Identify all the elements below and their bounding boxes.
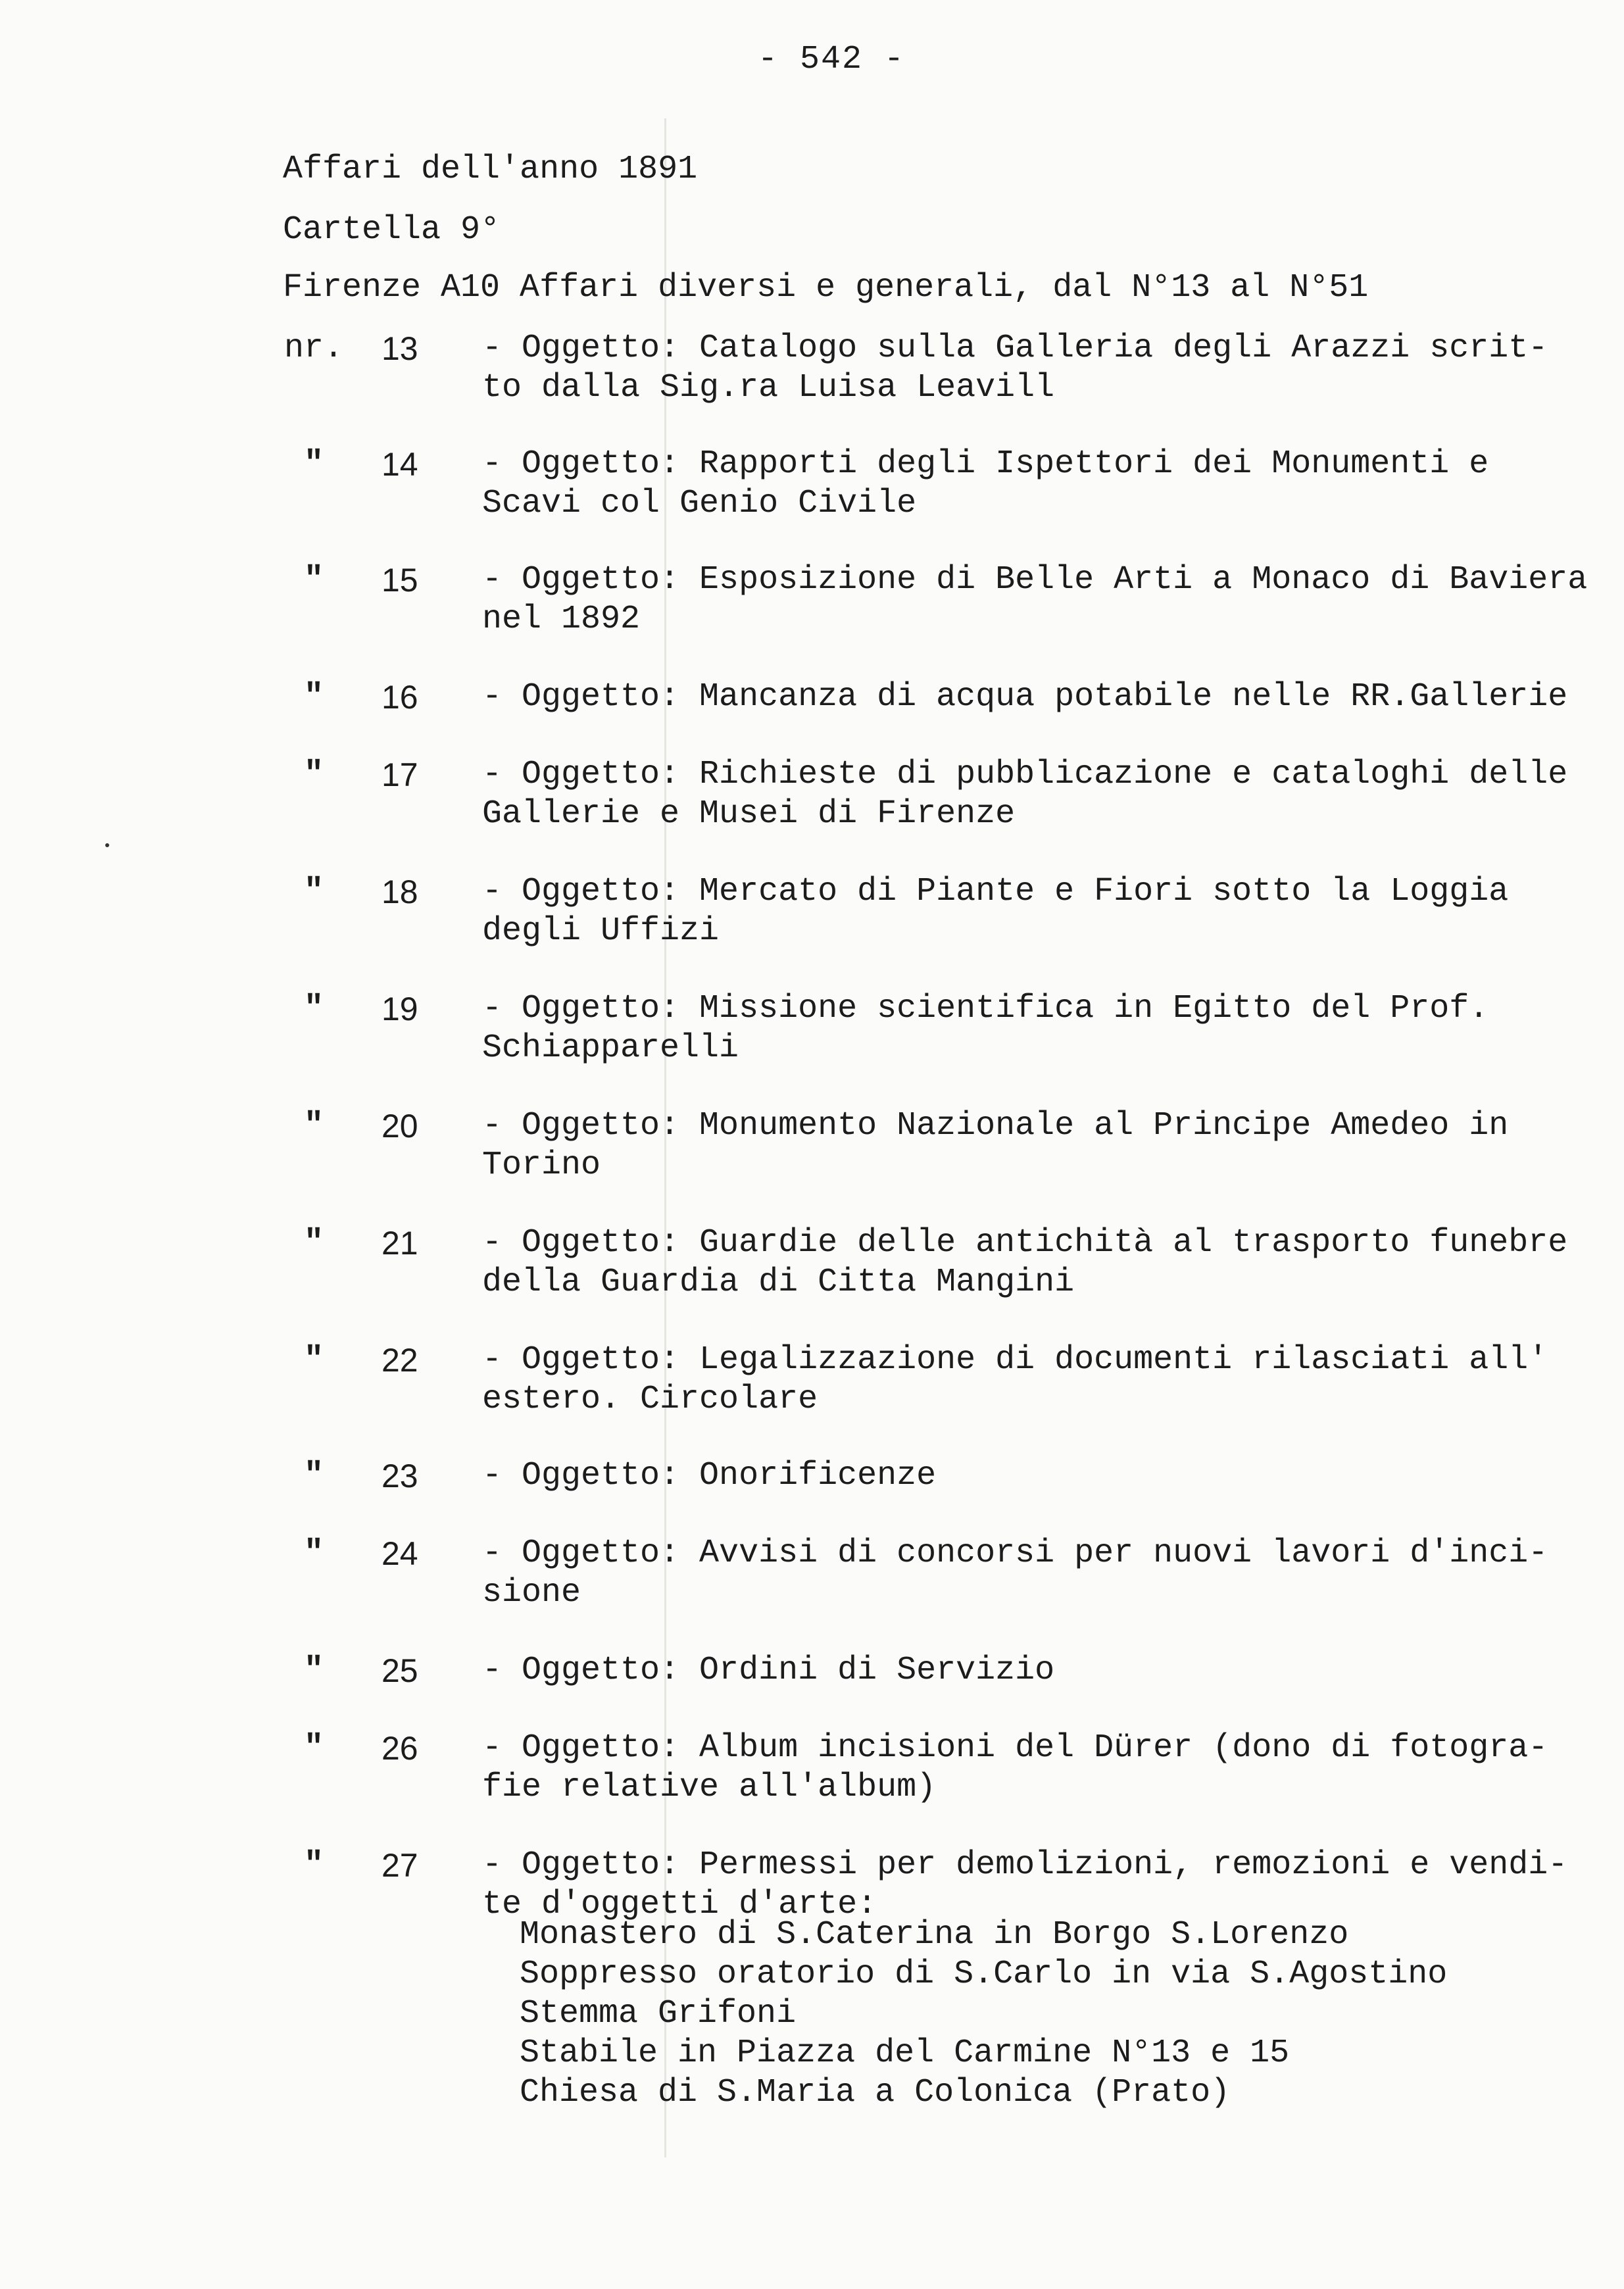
entry-subject: - Oggetto: Monumento Nazionale al Principe Amedeo in Torino	[482, 1107, 1509, 1184]
subitem-line: Monastero di S.Caterina in Borgo S.Lorenzo	[520, 1916, 1349, 1954]
entry-number: 27	[381, 1847, 418, 1884]
entry-number: 20	[381, 1108, 418, 1144]
scan-speck	[105, 843, 109, 847]
entry-number: 16	[381, 679, 418, 716]
entry-prefix: nr.	[284, 330, 344, 367]
entry-number: 26	[381, 1730, 418, 1767]
ditto-mark: "	[304, 1729, 324, 1767]
entry-number: 25	[381, 1652, 418, 1689]
ditto-mark: "	[304, 990, 324, 1027]
entry-subject: - Oggetto: Avvisi di concorsi per nuovi lavori d'inci- sione	[482, 1535, 1548, 1612]
ditto-mark: "	[304, 561, 324, 599]
ditto-mark: "	[304, 1224, 324, 1262]
entry-number: 18	[381, 874, 418, 910]
ditto-mark: "	[304, 1107, 324, 1144]
entry-number: 23	[381, 1458, 418, 1494]
header-year: Affari dell'anno 1891	[283, 151, 698, 188]
entry-number: 14	[381, 446, 418, 483]
entry-subject: - Oggetto: Permessi per demolizioni, remozioni e vendi- te d'oggetti d'arte:	[482, 1846, 1568, 1923]
entry-number: 15	[381, 562, 418, 599]
entry-number: 13	[381, 330, 418, 367]
entry-subject: - Oggetto: Ordini di Servizio	[482, 1652, 1055, 1689]
ditto-mark: "	[304, 445, 324, 483]
entry-subject: - Oggetto: Mercato di Piante e Fiori sotto la Loggia degli Uffizi	[482, 873, 1509, 950]
ditto-mark: "	[304, 1457, 324, 1494]
entry-subject: - Oggetto: Album incisioni del Dürer (dono di fotogra- fie relative all'album)	[482, 1729, 1548, 1806]
entry-subject: - Oggetto: Esposizione di Belle Arti a Monaco di Baviera nel 1892	[482, 561, 1588, 638]
ditto-mark: "	[304, 1652, 324, 1689]
subitem-line: Stabile in Piazza del Carmine N°13 e 15	[520, 2034, 1290, 2072]
subitem-line: Stemma Grifoni	[520, 1995, 797, 2032]
page-number: - 542 -	[758, 41, 906, 78]
entry-subject: - Oggetto: Guardie delle antichità al trasporto funebre della Guardia di Citta Mangini	[482, 1224, 1568, 1301]
ditto-mark: "	[304, 678, 324, 716]
ditto-mark: "	[304, 1535, 324, 1572]
entry-subject: - Oggetto: Rapporti degli Ispettori dei Monumenti e Scavi col Genio Civile	[482, 445, 1489, 522]
header-folder: Cartella 9°	[283, 211, 501, 249]
ditto-mark: "	[304, 756, 324, 793]
entry-number: 17	[381, 756, 418, 793]
entry-27-subitems	[520, 1915, 1572, 2113]
ditto-mark: "	[304, 1341, 324, 1379]
subitem-line: Soppresso oratorio di S.Carlo in via S.Agostino	[520, 1956, 1448, 1993]
entry-subject: - Oggetto: Mancanza di acqua potabile nelle RR.Gallerie	[482, 678, 1568, 716]
entry-subject: - Oggetto: Richieste di pubblicazione e cataloghi delle Gallerie e Musei di Firenze	[482, 756, 1568, 833]
ditto-mark: "	[304, 1846, 324, 1884]
subitem-line: Chiesa di S.Maria a Colonica (Prato)	[520, 2074, 1231, 2111]
entry-subject: - Oggetto: Catalogo sulla Galleria degli Arazzi scrit- to dalla Sig.ra Luisa Leavill	[482, 330, 1548, 406]
entry-number: 22	[381, 1342, 418, 1379]
entry-subject: - Oggetto: Missione scientifica in Egitto del Prof. Schiapparelli	[482, 990, 1489, 1067]
ditto-mark: "	[304, 873, 324, 910]
entry-number: 24	[381, 1535, 418, 1572]
entry-number: 21	[381, 1225, 418, 1262]
entry-subject: - Oggetto: Legalizzazione di documenti rilasciati all' estero. Circolare	[482, 1341, 1548, 1418]
entry-number: 19	[381, 991, 418, 1027]
entry-subject: - Oggetto: Onorificenze	[482, 1457, 937, 1494]
header-series: Firenze A10 Affari diversi e generali, dal N°13 al N°51	[283, 269, 1369, 307]
